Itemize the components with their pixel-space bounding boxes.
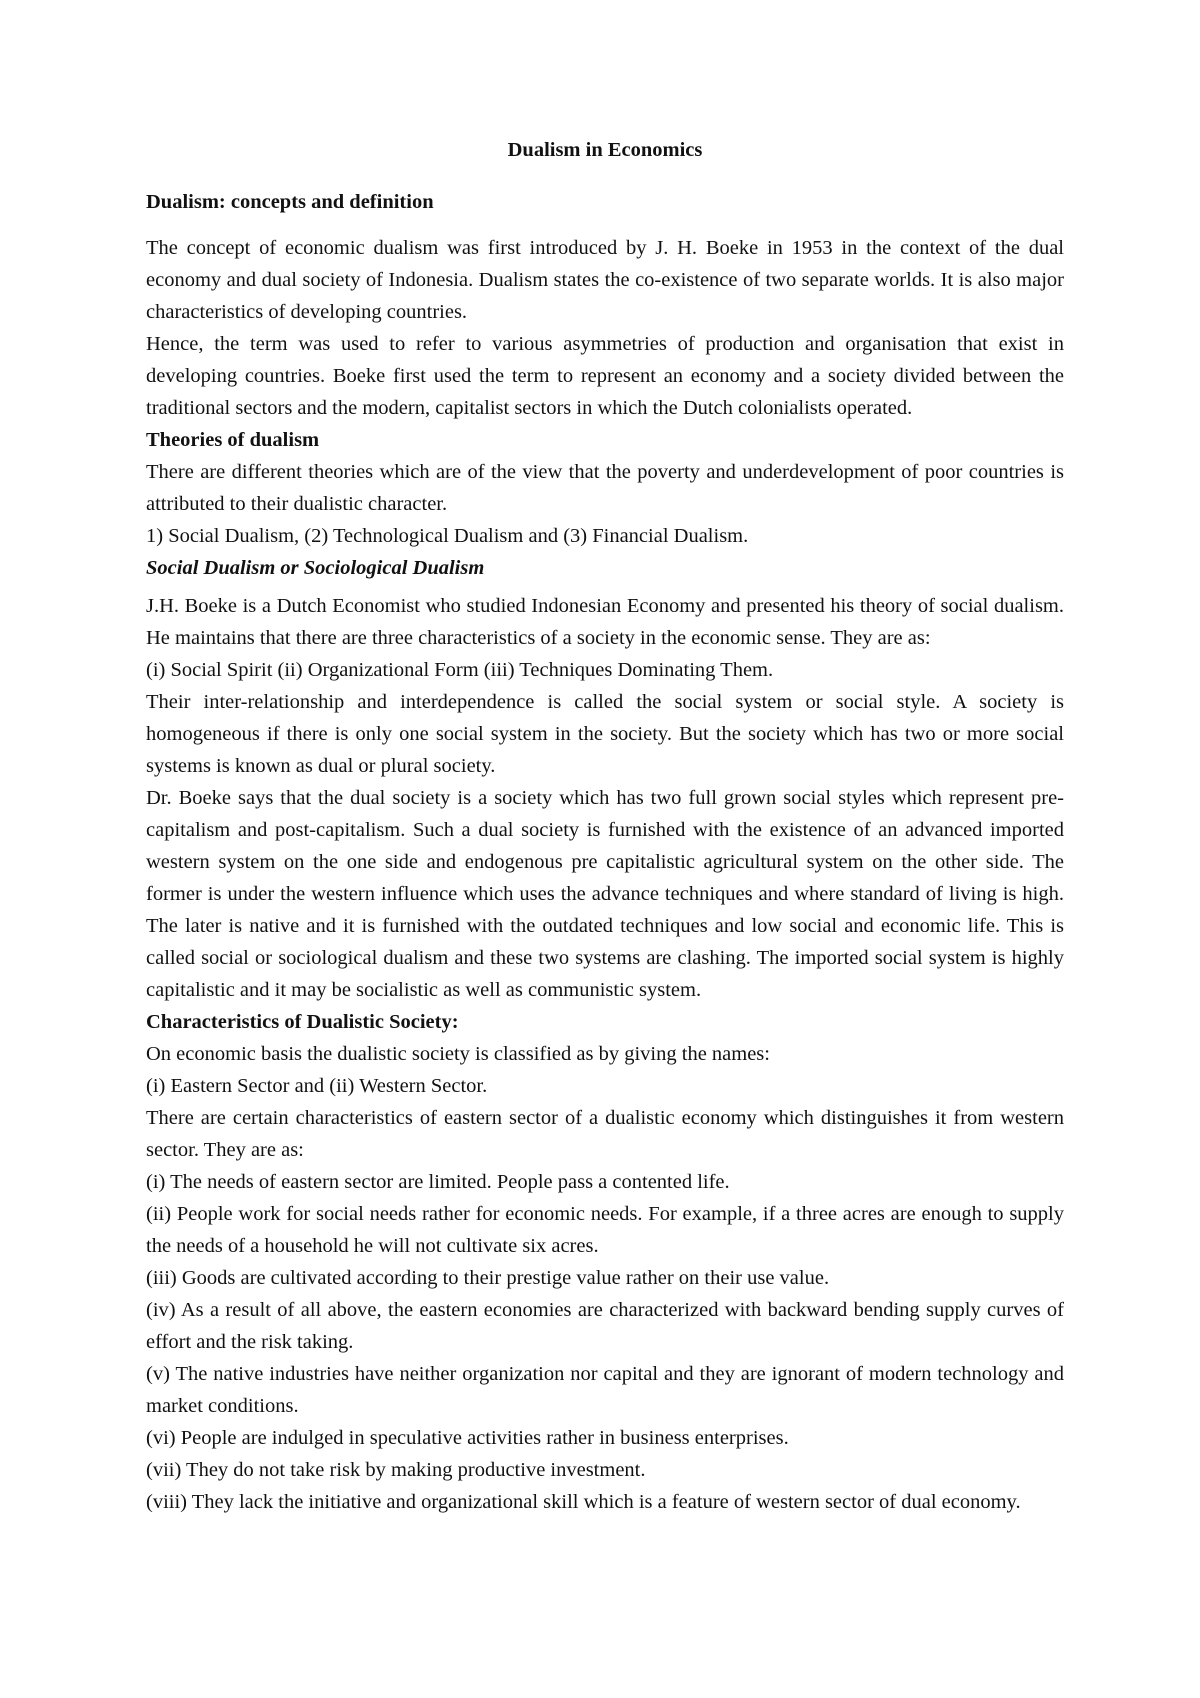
list-item: (vi) People are indulged in speculative activities rather in business enterprises. xyxy=(146,1427,789,1449)
paragraph-certain: There are certain characteristics of eastern sector of a dualistic economy which distinguishes it from western sector. They are as: xyxy=(146,1107,1064,1161)
paragraph-boeke: J.H. Boeke is a Dutch Economist who studied Indonesian Economy and presented his theory of social dualism. He maintains that there are three characteristics of a society in the economic sense. They are as: xyxy=(146,595,1064,649)
economic-basis-line: On economic basis the dualistic society is classified as by giving the names: xyxy=(146,1043,770,1065)
paragraph-intro: The concept of economic dualism was first introduced by J. H. Boeke in 1953 in the context of the dual economy and dual society of Indonesia. Dualism states the co-existence of two separate worlds. It is also major characteristics of developing countries. xyxy=(146,237,1064,323)
heading-theories: Theories of dualism xyxy=(146,429,320,451)
paragraph-hence: Hence, the term was used to refer to various asymmetries of production and organisation that exist in developing countries. Boeke first used the term to represent an economy and a society divided between the traditional sectors and the modern, capitalist sectors in which the Dutch colonialists operated. xyxy=(146,333,1064,419)
list-item: (ii) People work for social needs rather for economic needs. For example, if a three acres are enough to supply the needs of a household he will not cultivate six acres. xyxy=(146,1203,1064,1257)
sectors-line: (i) Eastern Sector and (ii) Western Sector. xyxy=(146,1075,488,1097)
paragraph-interrelationship: Their inter-relationship and interdependence is called the social system or social style. A society is homogeneous if there is only one social system in the society. But the society which has two or more social systems is known as dual or plural society. xyxy=(146,691,1064,777)
theories-list-line: 1) Social Dualism, (2) Technological Dualism and (3) Financial Dualism. xyxy=(146,525,749,547)
document-title: Dualism in Economics xyxy=(507,139,703,161)
list-item: (iv) As a result of all above, the eastern economies are characterized with backward bending supply curves of effort and the risk taking. xyxy=(146,1299,1064,1353)
paragraph-theories: There are different theories which are of the view that the poverty and underdevelopment of poor countries is attributed to their dualistic character. xyxy=(146,461,1064,515)
list-item: (v) The native industries have neither organization nor capital and they are ignorant of modern technology and market conditions. xyxy=(146,1363,1064,1417)
heading-characteristics: Characteristics of Dualistic Society: xyxy=(146,1011,459,1033)
list-item: (iii) Goods are cultivated according to their prestige value rather on their use value. xyxy=(146,1267,830,1289)
heading-concepts: Dualism: concepts and definition xyxy=(146,191,434,213)
list-item: (viii) They lack the initiative and organizational skill which is a feature of western sector of dual economy. xyxy=(146,1491,1021,1513)
paragraph-dr-boeke: Dr. Boeke says that the dual society is a society which has two full grown social styles which represent pre-capitalism and post-capitalism. Such a dual society is furnished with the existence of an advanced imported western system on the one side and endogenous pre capitalistic agricultural system on the other side. The former is under the western influence which uses the advance techniques and where standard of living is high. The later is native and it is furnished with the outdated techniques and low social and economic life. This is called social or sociological dualism and these two systems are clashing. The imported social system is highly capitalistic and it may be socialistic as well as communistic system. xyxy=(146,787,1064,1001)
list-item: (vii) They do not take risk by making productive investment. xyxy=(146,1459,646,1481)
document-page xyxy=(146,134,1064,1518)
list-item: (i) The needs of eastern sector are limited. People pass a contented life. xyxy=(146,1171,730,1193)
characteristics-line: (i) Social Spirit (ii) Organizational Form (iii) Techniques Dominating Them. xyxy=(146,659,774,681)
heading-social-dualism: Social Dualism or Sociological Dualism xyxy=(146,557,485,579)
